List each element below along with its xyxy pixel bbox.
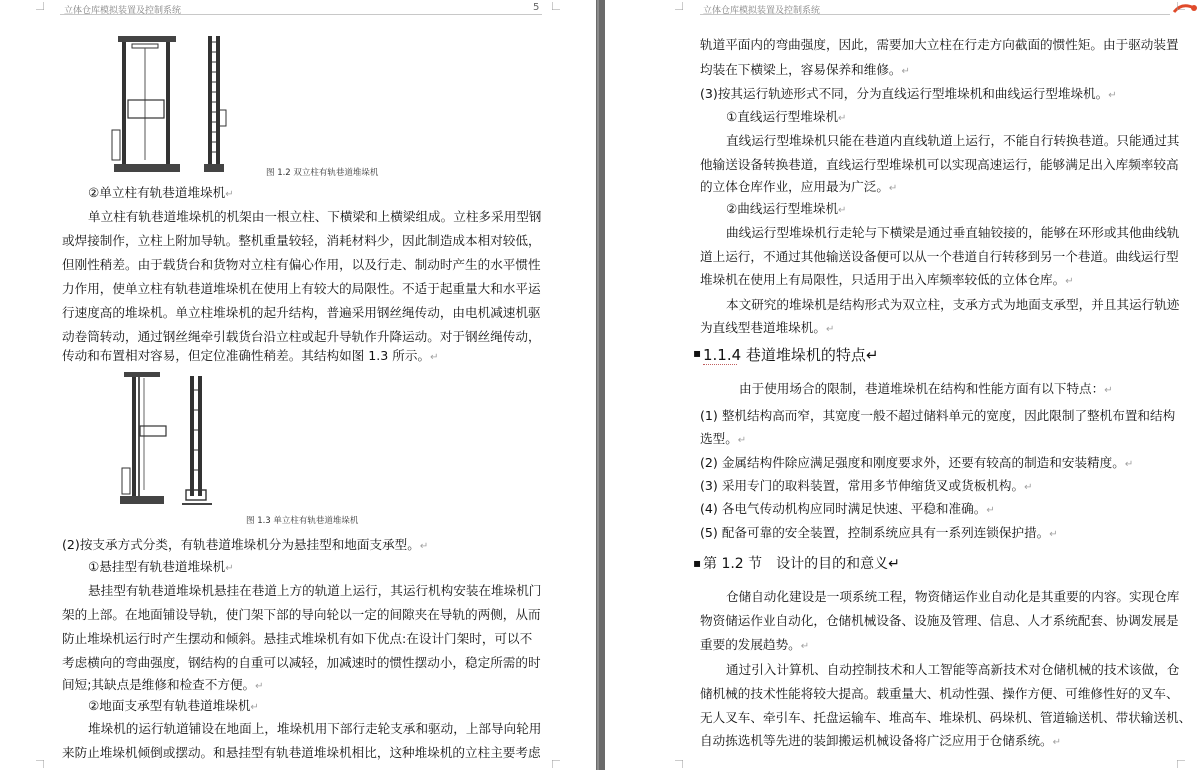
paragraph-line: 考虑横向的弯曲强度，钢结构的自重可以减轻，加减速时的惯性摆动小，稳定所需的时 [62, 655, 541, 670]
paragraph-line: (2)按支承方式分类，有轨巷道堆垛机分为悬挂型和地面支承型。↵ [62, 537, 429, 552]
paragraph-line: (3)按其运行轨迹形式不同，分为直线运行型堆垛机和曲线运行型堆垛机。↵ [700, 86, 1117, 101]
section-heading-1-1-4: 1.1.4 巷道堆垛机的特点↵ [703, 346, 879, 364]
paragraph-line: 自动拣选机等先进的装卸搬运机械设备将广泛应用于仓储系统。↵ [700, 733, 1062, 748]
document-page-left [0, 0, 596, 770]
running-header: 立体仓库模拟装置及控制系统 [703, 6, 821, 16]
paragraph-line: 堆垛机的运行轨道铺设在地面上，堆垛机用下部行走轮支承和驱动，上部导向轮用 [88, 721, 542, 736]
heading-bullet: ▪ [693, 556, 702, 570]
paragraph-line: 或焊接制作，立柱上附加导轨。整机重量较轻，消耗材料少，因此制造成本相对较低， [62, 233, 541, 248]
crop-mark-top-right [552, 2, 560, 10]
single-column-stacker-figure [118, 370, 228, 510]
subheading: ②地面支承型有轨巷道堆垛机↵ [88, 698, 259, 713]
paragraph-line: 轨道平面内的弯曲强度，因此，需要加大立柱在行走方向截面的惯性矩。由于驱动装置 [700, 37, 1179, 52]
crop-mark-top-left [675, 2, 683, 10]
paragraph-line: 传动和布置相对容易，但定位准确性稍差。其结构如图 1.3 所示。↵ [62, 348, 439, 363]
page-number: 5 [533, 2, 540, 13]
heading-bullet: ▪ [693, 346, 702, 360]
paragraph-line: 通过引入计算机、自动控制技术和人工智能等高新技术对仓储机械的技术该做，仓 [726, 662, 1180, 677]
subheading: ①直线运行型堆垛机↵ [726, 109, 847, 124]
paragraph-line: 架的上部。在地面铺设导轨，使门架下部的导向轮以一定的间隙夹在导轨的两侧，从而 [62, 607, 541, 622]
double-column-stacker-figure [110, 30, 250, 180]
paragraph-line: 来防止堆垛机倾倒或摆动。和悬挂型有轨巷道堆垛机相比，这种堆垛机的立柱主要考虑 [62, 745, 541, 760]
paragraph-line: 仓储自动化建设是一项系统工程，物资储运作业自动化是其重要的内容。实现仓库 [726, 589, 1180, 604]
list-item: (2) 金属结构件除应满足强度和刚度要求外，还要有较高的制造和安装精度。↵ [700, 455, 1134, 470]
paragraph-line: 单立柱有轨巷道堆垛机的机架由一根立柱、下横梁和上横梁组成。立柱多采用型钢 [88, 209, 542, 224]
paragraph-line: 道上运行，不通过其他输送设备便可以从一个巷道自行转移到另一个巷道。曲线运行型 [700, 249, 1179, 264]
list-item: (3) 采用专门的取料装置，常用多节伸缩货叉或货板机构。↵ [700, 478, 1033, 493]
figure-caption: 图 1.2 双立柱有轨巷道堆垛机 [266, 168, 379, 178]
spellcheck-underline [703, 364, 737, 365]
crop-mark-bottom-left [675, 760, 683, 768]
crop-mark-bottom-left [36, 760, 44, 768]
crop-mark-top-right [1177, 2, 1185, 10]
paragraph-line: 动卷筒转动，通过钢丝绳牵引载货台沿立柱或起升导轨作升降运动。对于钢丝绳传动， [62, 329, 541, 344]
paragraph-line: 行速度高的堆垛机。单立柱堆垛机的起升结构，普遍采用钢丝绳传动，由电机减速机驱 [62, 305, 541, 320]
header-rule [60, 14, 542, 15]
crop-mark-top-left [36, 2, 44, 10]
subheading: ②单立柱有轨巷道堆垛机↵ [88, 185, 234, 200]
crop-mark-bottom-right [1177, 760, 1185, 768]
paragraph-line: 重要的发展趋势。↵ [700, 637, 810, 652]
paragraph-line: 他输送设备转换巷道，直线运行型堆垛机可以实现高速运行，能够满足出入库频率较高 [700, 157, 1179, 172]
list-item: 选型。↵ [700, 431, 747, 446]
document-page-right [605, 0, 1200, 770]
subheading: ①悬挂型有轨巷道堆垛机↵ [88, 559, 234, 574]
subheading: ②曲线运行型堆垛机↵ [726, 201, 847, 216]
crop-mark-bottom-right [552, 760, 560, 768]
running-header: 立体仓库模拟装置及控制系统 [64, 6, 182, 16]
paragraph-line: 悬挂型有轨巷道堆垛机悬挂在巷道上方的轨道上运行，其运行机构安装在堆垛机门 [88, 583, 542, 598]
paragraph-line: 本文研究的堆垛机是结构形式为双立柱，支承方式为地面支承型，并且其运行轨迹 [726, 297, 1180, 312]
list-item: (4) 各电气传动机构应同时满足快速、平稳和准确。↵ [700, 501, 995, 516]
paragraph-line: 力作用，使单立柱有轨巷道堆垛机在使用上有较大的局限性。不适于起重量大和水平运 [62, 281, 541, 296]
paragraph-line: 均装在下横梁上，容易保养和维修。↵ [700, 62, 910, 77]
paragraph-line: 由于使用场合的限制，巷道堆垛机在结构和性能方面有以下特点：↵ [739, 381, 1113, 396]
paragraph-line: 直线运行型堆垛机只能在巷道内直线轨道上运行，不能自行转换巷道。只能通过其 [726, 133, 1180, 148]
page-gutter [596, 0, 605, 770]
paragraph-line: 曲线运行型堆垛机行走轮与下横梁是通过垂直轴铰接的，能够在环形或其他曲线轨 [726, 225, 1180, 240]
list-item: (1) 整机结构高而窄，其宽度一般不超过储料单元的宽度，因此限制了整机布置和结构 [700, 408, 1176, 423]
paragraph-line: 储机械的技术性能将较大提高。载重量大、机动性强、操作方便、可维修性好的叉车、 [700, 686, 1179, 701]
paragraph-line: 但刚性稍差。由于载货台和货物对立柱有偏心作用，以及行走、制动时产生的水平惯性 [62, 257, 541, 272]
paragraph-line: 的立体仓库作业，应用最为广泛。↵ [700, 179, 898, 194]
list-item: (5) 配备可靠的安全装置，控制系统应具有一系列连锁保护措。↵ [700, 525, 1058, 540]
paragraph-line: 间短;其缺点是维修和检查不方便。↵ [62, 677, 264, 692]
paragraph-line: 无人叉车、牵引车、托盘运输车、堆高车、堆垛机、码垛机、管道输送机、带状输送机、 [700, 710, 1192, 725]
section-heading-1-2: 第 1.2 节 设计的目的和意义↵ [703, 556, 900, 572]
paragraph-line: 防止堆垛机运行时产生摆动和倾斜。悬挂式堆垛机有如下优点:在设计门架时，可以不 [62, 631, 533, 646]
paragraph-line: 堆垛机在使用上有局限性，只适用于出入库频率较低的立体仓库。↵ [700, 272, 1074, 287]
paragraph-line: 物资储运作业自动化，仓储机械设备、设施及管理、信息、人才系统配套、协调发展是 [700, 613, 1179, 628]
figure-caption: 图 1.3 单立柱有轨巷道堆垛机 [246, 516, 359, 526]
paragraph-line: 为直线型巷道堆垛机。↵ [700, 320, 835, 335]
header-rule [700, 14, 1170, 15]
